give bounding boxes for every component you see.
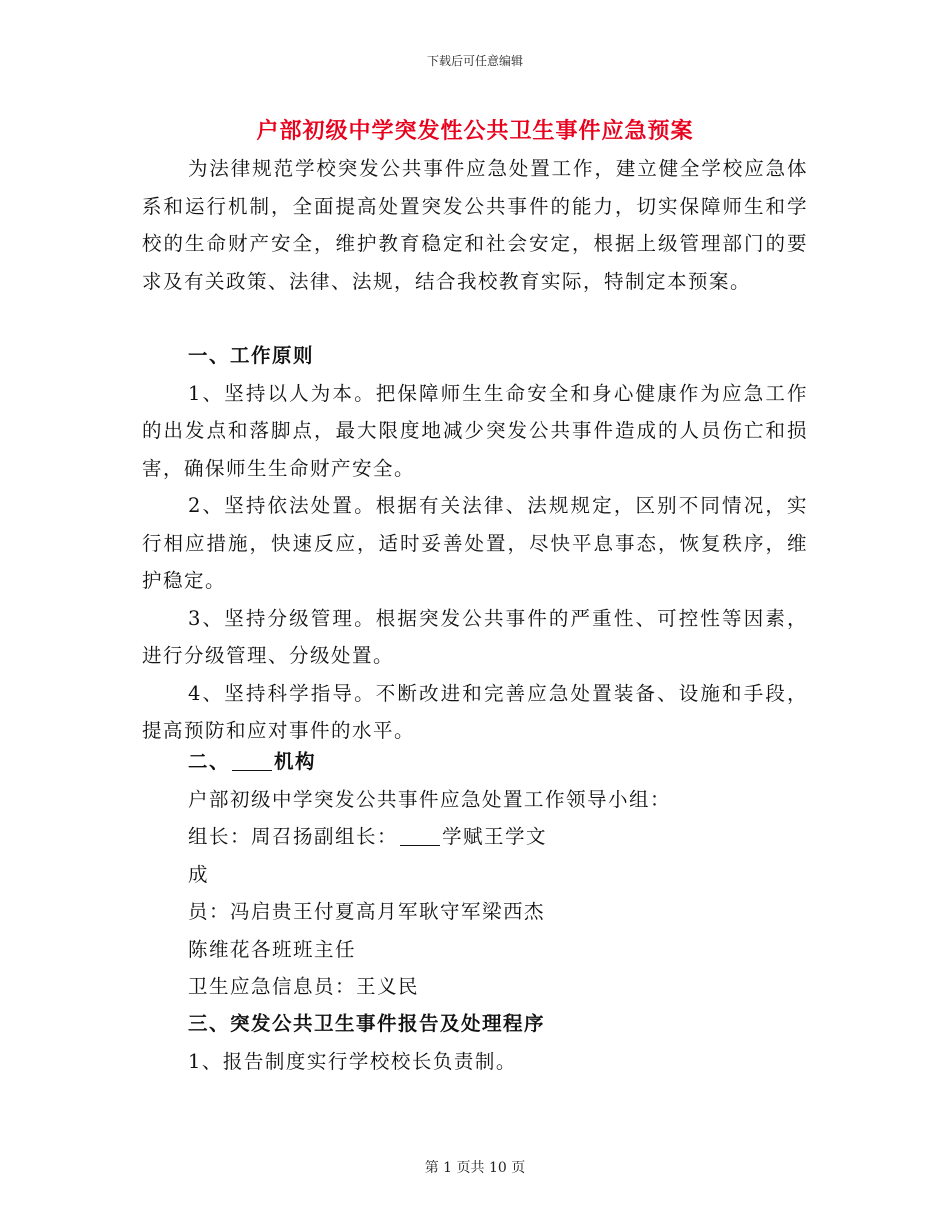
document-body: [142, 150, 808, 300]
principle-3: 3、坚持分级管理。根据突发公共事件的严重性、可控性等因素，进行分级管理、分级处置。: [142, 606, 808, 667]
section-1: [142, 337, 808, 750]
principle-1: 1、坚持以人为本。把保障师生生命安全和身心健康作为应急工作的出发点和落脚点，最大限度地减少突发公共事件造成的人员伤亡和损害，确保师生生命财产安全。: [142, 381, 808, 480]
section-3-item-1: 1、报告制度实行学校校长负责制。: [188, 1049, 517, 1073]
leader-line: [142, 818, 808, 856]
section-3-heading: 三、突发公共卫生事件报告及处理程序: [188, 1012, 546, 1035]
principle-2: 2、坚持依法处置。根据有关法律、法规规定，区别不同情况，实行相应措施，快速反应，适时妥善处置，尽快平息事态，恢复秩序，维护稳定。: [142, 494, 808, 592]
info-officer-line: 卫生应急信息员：王义民: [188, 975, 420, 998]
member-line-2: 陈维花各班班主任: [188, 937, 357, 961]
member-line: 员：冯启贵王付夏高月军耿守军梁西杰: [188, 900, 546, 923]
leader-prefix: 组长：周召扬副组长：: [188, 825, 399, 848]
member-label: 成: [188, 862, 210, 886]
leader-suffix: 学赋王学文: [442, 825, 548, 848]
section-2-heading-prefix: 二、: [188, 750, 231, 773]
intro-paragraph: 为法律规范学校突发公共事件应急处置工作，建立健全学校应急体系和运行机制，全面提高处置突发公共事件的能力，切实保障师生和学校的生命财产安全，维护教育稳定和社会安定，根据上级管理部门的要求及有关政策、法律、法规，结合我校教育实际，特制定本预案。: [142, 157, 808, 293]
section-2-heading: [142, 743, 808, 781]
section-2: [142, 743, 808, 1006]
page-footer: 第 1 页共 10 页: [424, 1160, 526, 1176]
section-1-heading: 一、工作原则: [188, 344, 315, 367]
header-note: 下载后可任意编辑: [426, 54, 523, 68]
group-line: 户部初级中学突发公共事件应急处置工作领导小组：: [188, 787, 672, 811]
principle-4: 4、坚持科学指导。不断改进和完善应急处置装备、设施和手段，提高预防和应对事件的水平。: [142, 681, 808, 742]
document-title: 户部初级中学突发性公共卫生事件应急预案: [256, 118, 694, 144]
section-2-heading-suffix: 机构: [274, 750, 317, 773]
blank-underline: [400, 827, 440, 846]
blank-underline: [232, 752, 272, 771]
section-3: [142, 1005, 808, 1080]
